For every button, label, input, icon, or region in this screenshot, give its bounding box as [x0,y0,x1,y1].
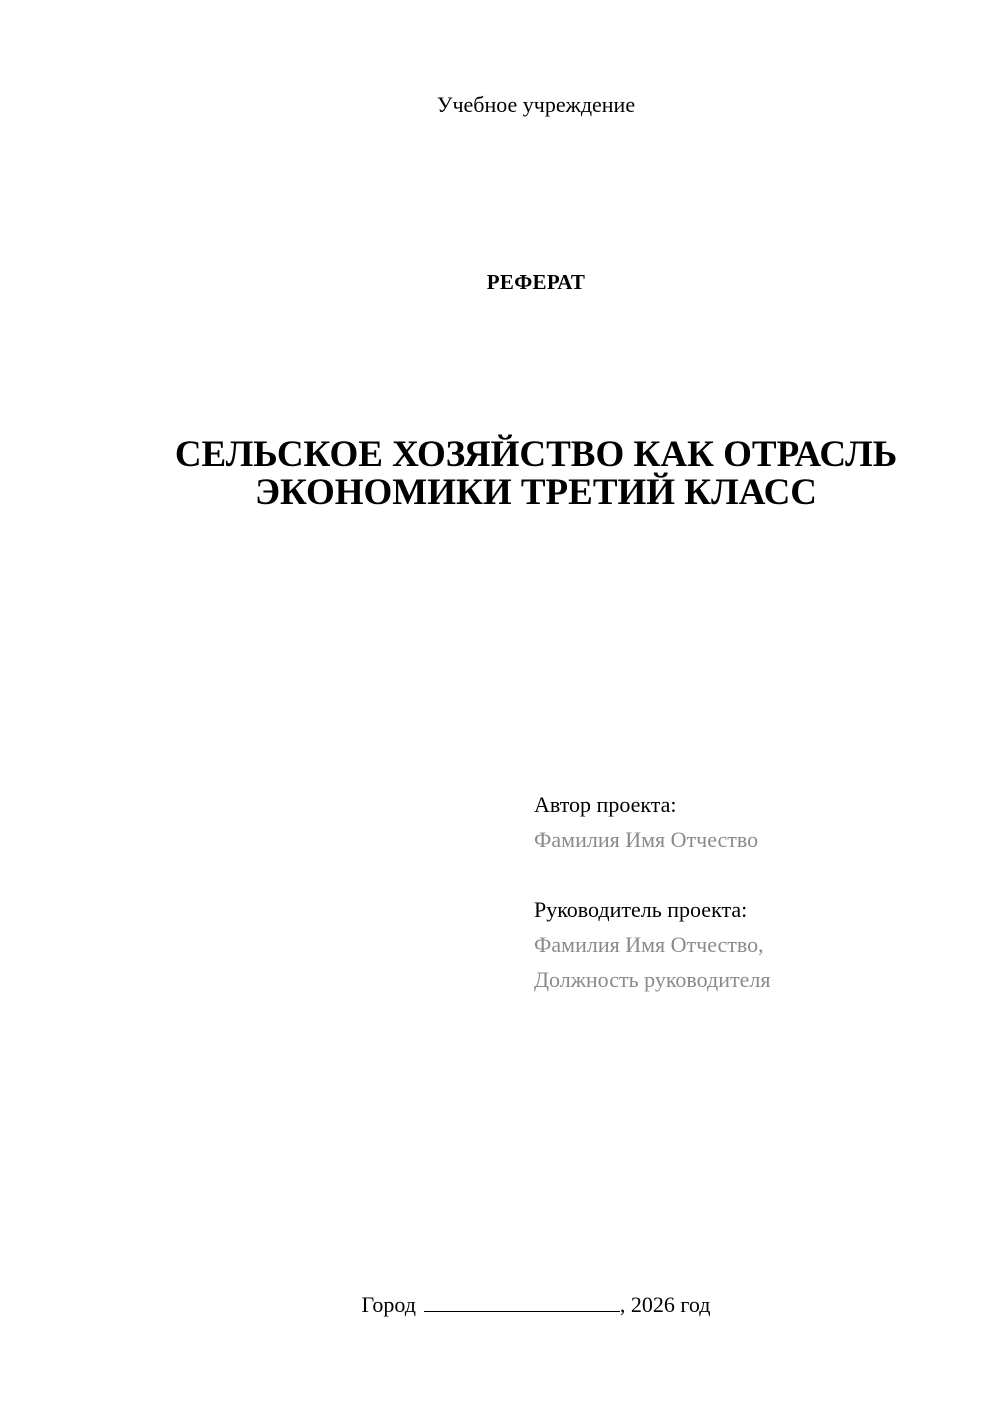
document-type: РЕФЕРАТ [486,270,586,294]
author-name: Фамилия Имя Отчество [534,827,759,852]
author-label: Автор проекта: [534,792,677,817]
city-label: Город [361,1292,416,1317]
year-text: , 2026 год [619,1292,711,1317]
supervisor-label: Руководитель проекта: [534,897,748,922]
title-line-1: СЕЛЬСКОЕ ХОЗЯЙСТВО КАК ОТРАСЛЬ [174,434,898,475]
spacer [534,857,974,892]
document-title [100,436,972,512]
institution-name: Учебное учреждение [436,92,636,117]
city-year-line [0,1290,1000,1320]
city-blank-line [424,1291,620,1312]
credits-block [534,787,974,997]
title-line-2: ЭКОНОМИКИ ТРЕТИЙ КЛАСС [254,472,818,513]
supervisor-name: Фамилия Имя Отчество, [534,932,764,957]
supervisor-position: Должность руководителя [534,967,771,992]
